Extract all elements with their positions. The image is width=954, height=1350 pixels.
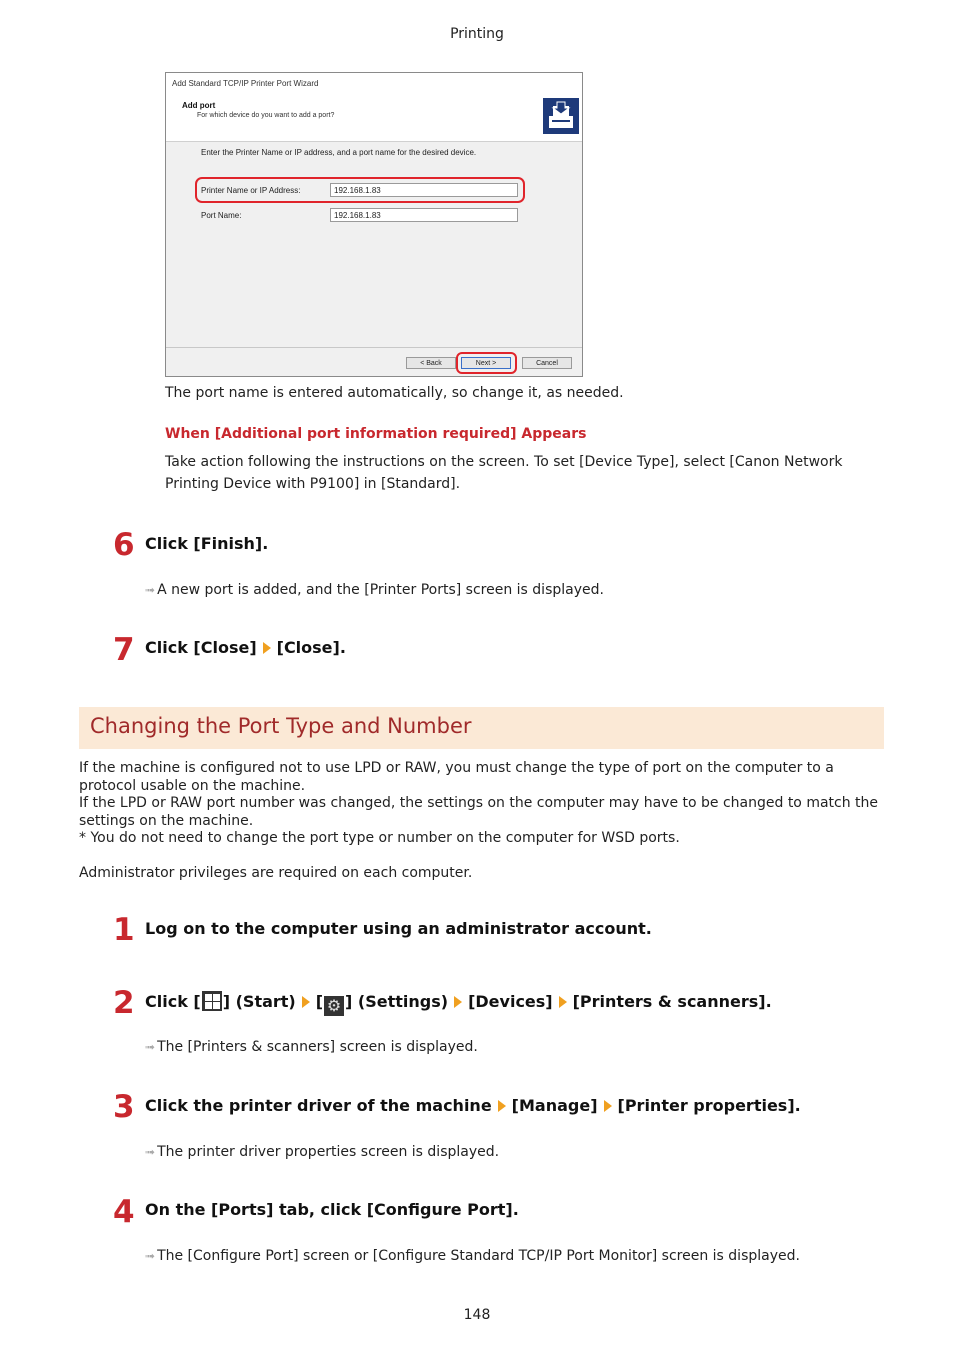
running-header: Printing xyxy=(450,26,504,42)
step-part: [Manage] xyxy=(511,1096,598,1115)
result-arrow-icon: ➟ xyxy=(145,1249,156,1263)
arrow-right-icon xyxy=(263,642,271,654)
wizard-instruction: Enter the Printer Name or IP address, and a port name for the desired device. xyxy=(201,148,477,157)
wizard-heading: Add port xyxy=(182,101,216,110)
port-name-input[interactable]: 192.168.1.83 xyxy=(330,208,518,222)
section-title: Changing the Port Type and Number xyxy=(90,714,472,738)
intro-line: * You do not need to change the port type or number on the computer for WSD ports. xyxy=(79,830,680,846)
section-intro xyxy=(79,760,884,848)
step-part: Click [Close] xyxy=(145,638,257,657)
step-part: [ xyxy=(315,992,324,1011)
result-arrow-icon: ➟ xyxy=(145,583,156,597)
step-text: Click [Finish]. xyxy=(145,534,269,553)
step-result xyxy=(145,1037,478,1057)
step-text: On the [Ports] tab, click [Configure Port]. xyxy=(145,1200,519,1219)
next-button-highlight xyxy=(456,352,517,374)
step-number: 2 xyxy=(113,985,135,1021)
result-arrow-icon: ➟ xyxy=(145,1145,156,1159)
step-number: 1 xyxy=(113,912,135,948)
step-text xyxy=(145,991,772,1016)
wizard-subheading: For which device do you want to add a port? xyxy=(197,112,335,119)
step-number: 6 xyxy=(113,527,135,563)
next-button[interactable]: Next > xyxy=(461,357,511,369)
intro-line: If the machine is configured not to use LPD or RAW, you must change the type of port on the computer to a protocol usable on the machine. xyxy=(79,760,834,794)
wizard-window-title: Add Standard TCP/IP Printer Port Wizard xyxy=(172,79,319,88)
step-result-text: A new port is added, and the [Printer Ports] screen is displayed. xyxy=(157,582,604,598)
section-note: Administrator privileges are required on each computer. xyxy=(79,865,473,881)
step-part: [Printers & scanners]. xyxy=(572,992,772,1011)
printer-icon xyxy=(543,98,579,134)
arrow-right-icon xyxy=(454,996,462,1008)
section-header xyxy=(79,707,884,749)
step-part: ] (Start) xyxy=(222,992,296,1011)
result-arrow-icon: ➟ xyxy=(145,1040,156,1054)
step-text xyxy=(145,1095,801,1117)
page-number: 148 xyxy=(463,1307,491,1323)
additional-info-title: When [Additional port information required] Appears xyxy=(165,426,587,442)
step-number: 4 xyxy=(113,1194,135,1230)
wizard-screenshot xyxy=(165,72,583,377)
windows-start-icon xyxy=(202,991,222,1011)
step-number: 7 xyxy=(113,632,135,668)
step-text: Log on to the computer using an administrator account. xyxy=(145,919,652,938)
arrow-right-icon xyxy=(559,996,567,1008)
wizard-header-area xyxy=(166,73,582,142)
intro-line: If the LPD or RAW port number was changed, the settings on the computer may have to be changed to match the settings on the machine. xyxy=(79,795,879,829)
ip-address-label: Printer Name or IP Address: xyxy=(201,186,301,195)
cancel-button[interactable]: Cancel xyxy=(522,357,572,369)
additional-info-text: Take action following the instructions on the screen. To set [Device Type], select [Canon Network Printing Device with P9100] in [Standard]. xyxy=(165,454,843,492)
step-part: Click [ xyxy=(145,992,201,1011)
port-name-label: Port Name: xyxy=(201,211,242,220)
arrow-right-icon xyxy=(498,1100,506,1112)
gear-icon: ⚙ xyxy=(324,996,344,1016)
back-button[interactable]: < Back xyxy=(406,357,456,369)
step-result-text: The [Configure Port] screen or [Configure Standard TCP/IP Port Monitor] screen is displayed. xyxy=(157,1248,800,1264)
step-result-text: The [Printers & scanners] screen is displayed. xyxy=(157,1039,478,1055)
step-result-text: The printer driver properties screen is displayed. xyxy=(157,1144,500,1160)
step-result xyxy=(145,580,604,600)
screenshot-caption: The port name is entered automatically, so change it, as needed. xyxy=(165,385,624,401)
step-part: Click the printer driver of the machine xyxy=(145,1096,492,1115)
step-part: [Devices] xyxy=(468,992,553,1011)
step-text xyxy=(145,637,346,659)
ip-address-input[interactable]: 192.168.1.83 xyxy=(330,183,518,197)
wizard-divider xyxy=(166,347,582,348)
step-part: ] (Settings) xyxy=(345,992,449,1011)
step-part: [Close]. xyxy=(276,638,346,657)
step-result xyxy=(145,1246,800,1266)
ip-address-highlight xyxy=(195,177,525,203)
step-number: 3 xyxy=(113,1089,135,1125)
step-part: [Printer properties]. xyxy=(617,1096,801,1115)
arrow-right-icon xyxy=(302,996,310,1008)
arrow-right-icon xyxy=(604,1100,612,1112)
step-result xyxy=(145,1142,499,1162)
